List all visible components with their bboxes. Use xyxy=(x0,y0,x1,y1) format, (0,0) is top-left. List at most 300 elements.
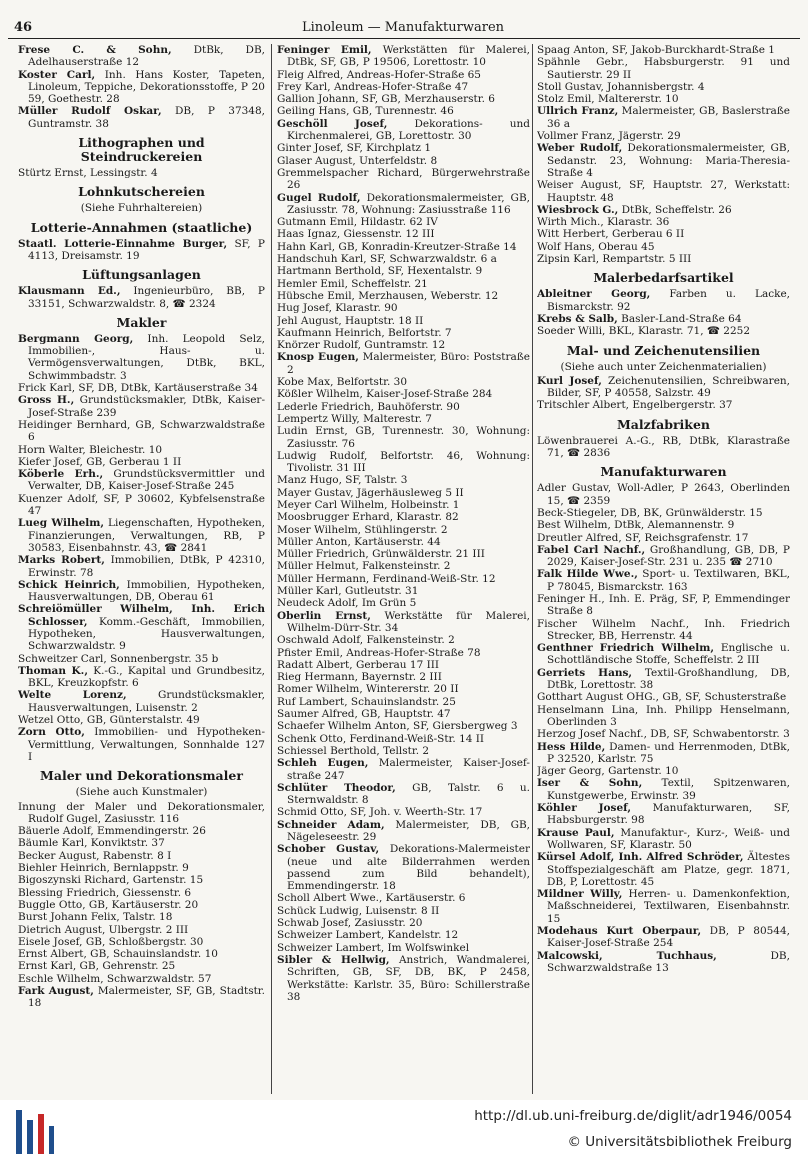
directory-entry xyxy=(18,167,265,179)
entry-name: Köberle Erh., xyxy=(18,468,104,481)
entry-name: Schreiömüller Wilhelm, Inh. Erich Schlosser, xyxy=(18,603,265,628)
entry-details: Glaser August, Unterfeldstr. 8 xyxy=(277,154,438,167)
entry-details: Horn Walter, Bleichestr. 10 xyxy=(18,443,163,456)
directory-entry xyxy=(537,482,790,507)
directory-entry xyxy=(277,954,530,1003)
entry-details: DB, Schwarzwaldstraße 13 xyxy=(547,949,790,974)
entry-details: Eisele Josef, GB, Schloßbergstr. 30 xyxy=(18,935,204,948)
entry-details: Malermeister, Kaiser-Josef-straße 247 xyxy=(287,757,530,782)
entry-details: Spaag Anton, SF, Jakob-Burckhardt-Straße 1 xyxy=(537,44,775,56)
entry-details: Müller Hermann, Ferdinand-Weiß-Str. 12 xyxy=(277,572,496,585)
entry-details: Hartmann Berthold, SF, Hexentalstr. 9 xyxy=(277,265,483,278)
directory-entry xyxy=(277,487,530,499)
directory-entry xyxy=(277,474,530,486)
entry-details: Gutmann Emil, Hildastr. 62 IV xyxy=(277,216,438,229)
entry-details: Englische u. Schottländische Stoffe, Scheffelstr. 2 III xyxy=(547,642,790,667)
entry-details: Handschuh Karl, SF, Schwarzwaldstr. 6 a xyxy=(277,253,497,266)
entry-details: Schaefer Wilhelm Anton, SF, Giersbergweg 3 xyxy=(277,720,518,733)
entry-name: Gugel Rudolf, xyxy=(277,191,361,204)
entry-name: Krause Paul, xyxy=(537,826,615,839)
entry-name: Bergmann Georg, xyxy=(18,332,134,345)
directory-entry xyxy=(537,399,790,411)
entry-details: Kobe Max, Belfortstr. 30 xyxy=(277,376,408,389)
section-heading: Mal- und Zeichenutensilien xyxy=(566,342,761,358)
entry-details: Grundstücksmakler, DtBk, Kaiser-Josef-Straße 239 xyxy=(28,394,265,419)
directory-entry xyxy=(537,802,790,827)
entry-details: Innung der Maler und Dekorationsmaler, Rudolf Gugel, Zasiusstr. 116 xyxy=(18,800,265,825)
source-url-link[interactable]: http://dl.ub.uni-freiburg.de/diglit/adr1946/0054 xyxy=(474,1108,792,1124)
directory-entry xyxy=(277,69,530,81)
entry-details: Moser Wilhelm, Stühlingerstr. 2 xyxy=(277,523,448,536)
entry-details: DtBk, Scheffelstr. 26 xyxy=(621,203,732,216)
footer-bar xyxy=(0,1100,808,1162)
directory-entry xyxy=(277,511,530,523)
directory-entry xyxy=(277,548,530,560)
entry-details: Lederle Friedrich, Bauhöferstr. 90 xyxy=(277,400,460,413)
directory-entry xyxy=(18,825,265,837)
entry-details: Dekorationsmalermeister, GB, Sedanstr. 23, Wohnung: Maria-Theresia-Straße 4 xyxy=(547,142,790,179)
directory-entry xyxy=(18,948,265,960)
entry-name: Geschöll Josef, xyxy=(277,117,388,130)
entry-name: Hess Hilde, xyxy=(537,740,606,753)
directory-entry xyxy=(18,850,265,862)
directory-entry xyxy=(277,659,530,671)
directory-entry xyxy=(18,394,265,419)
entry-details: Inh. Leopold Selz, Immobilien-, Haus- u. Vermögensverwaltungen, DtBk, BKL, Schwimmbadstr. 3 xyxy=(28,332,265,382)
entry-details: Werkstätten für Malerei, DtBk, SF, GB, P 19506, Lorettostr. 10 xyxy=(287,44,530,69)
section-heading: Lithographen und Steindruckereien xyxy=(78,135,205,165)
directory-entry xyxy=(537,519,790,531)
directory-entry xyxy=(537,130,790,142)
entry-details: Neudeck Adolf, Im Grün 5 xyxy=(277,597,417,610)
entry-details: Haas Ignaz, Giessenstr. 12 III xyxy=(277,228,435,241)
directory-entry xyxy=(277,228,530,240)
entry-details: Hahn Karl, GB, Konradin-Kreutzer-Straße 14 xyxy=(277,240,517,253)
page-header xyxy=(8,8,798,35)
entry-details: Stürtz Ernst, Lessingstr. 4 xyxy=(18,167,158,180)
directory-entry xyxy=(537,827,790,852)
entry-details: Immobilien- und Hypotheken-Vermittlung, Verwaltungen, Sonnhalde 127 I xyxy=(28,726,265,763)
entry-details: Komm.-Geschäft, Immobilien, Hypotheken, Hausverwaltungen, Schwarzwaldstr. 9 xyxy=(28,615,265,653)
entry-name: Schlüter Theodor, xyxy=(277,781,396,794)
entry-details: Manufaktur-, Kurz-, Weiß- und Wollwaren, SF, Klarastr. 50 xyxy=(547,826,790,851)
entry-details: Soeder Willi, BKL, Klarastr. 71, ☎ 2252 xyxy=(537,325,751,338)
entry-name: Iser & Sohn, xyxy=(537,777,643,790)
entry-name: Ableitner Georg, xyxy=(537,288,651,301)
directory-entry xyxy=(277,278,530,290)
entry-details: Moosbrugger Erhard, Klarastr. 82 xyxy=(277,511,459,524)
directory-entry xyxy=(277,499,530,511)
directory-entry xyxy=(18,579,265,604)
directory-entry xyxy=(537,851,790,888)
directory-entry xyxy=(277,142,530,154)
entry-name: Sibler & Hellwig, xyxy=(277,953,390,966)
entry-details: Burst Johann Felix, Talstr. 18 xyxy=(18,911,173,924)
entry-name: Welte Lorenz, xyxy=(18,689,127,702)
entry-name: Schober Gustav, xyxy=(277,843,380,856)
entry-details: Ernst Karl, GB, Gehrenstr. 25 xyxy=(18,960,176,973)
entry-details: Müller Friedrich, Grünwälderstr. 21 III xyxy=(277,548,485,561)
entry-name: Klausmann Ed., xyxy=(18,285,121,298)
entry-details: Zeichenutensilien, Schreibwaren, Bilder, SF, P 40558, Salzstr. 49 xyxy=(547,374,790,400)
directory-entry xyxy=(277,647,530,659)
directory-entry xyxy=(537,704,790,729)
directory-entry xyxy=(277,241,530,253)
directory-entry xyxy=(277,573,530,585)
directory-entry xyxy=(277,315,530,327)
directory-entry xyxy=(537,325,790,337)
entry-details: Malermeister, SF, GB, Stadtstr. 18 xyxy=(28,985,265,1010)
directory-entry xyxy=(277,302,530,314)
entry-details: Ludin Ernst, GB, Turennestr. 30, Wohnung: Zasiusstr. 76 xyxy=(277,425,530,450)
entry-details: Mayer Gustav, Jägerhäusleweg 5 II xyxy=(277,486,464,499)
entry-details: Immobilien, Hypotheken, Hausverwaltungen, DB, Oberau 61 xyxy=(28,578,265,604)
entry-name: Mildner Willy, xyxy=(537,888,623,901)
entry-details: Stoll Gustav, Johannisbergstr. 4 xyxy=(537,80,705,93)
entry-details: Pfister Emil, Andreas-Hofer-Straße 78 xyxy=(277,646,481,659)
entry-details: Liegenschaften, Hypotheken, Finanzierungen, Verwaltungen, RB, P 30583, Eisenbahnstr. 43, ☎ 2841 xyxy=(28,517,265,554)
entry-details: Bäumle Karl, Konviktstr. 37 xyxy=(18,837,165,850)
section-heading: Maler und Dekorationsmaler xyxy=(40,768,243,784)
entry-details: Manz Hugo, SF, Talstr. 3 xyxy=(277,474,408,487)
entry-details: Vollmer Franz, Jägerstr. 29 xyxy=(537,130,681,143)
directory-entry xyxy=(277,81,530,93)
entry-details: Wetzel Otto, GB, Günterstalstr. 49 xyxy=(18,714,200,727)
directory-entry xyxy=(18,456,265,468)
entry-details: Anstrich, Wandmalerei, Schriften, GB, SF, DB, BK, P 2458, Werkstätte: Karlstr. 35, Büro: Schillerstraße 38 xyxy=(287,953,530,1003)
directory-entry xyxy=(277,892,530,904)
entry-details: Becker August, Rabenstr. 8 I xyxy=(18,849,172,862)
directory-entry xyxy=(277,265,530,277)
entry-name: Knosp Eugen, xyxy=(277,351,359,364)
entry-details: Müller Anton, Kartäuserstr. 44 xyxy=(277,535,441,548)
entry-details: Gallion Johann, SF, GB, Merzhauserstr. 6 xyxy=(277,93,495,106)
entry-details: Farben u. Lacke, Bismarckstr. 92 xyxy=(547,288,790,313)
entry-details: Henselmann Lina, Inh. Philipp Henselmann, Oberlinden 3 xyxy=(537,703,790,728)
directory-entry xyxy=(537,618,790,643)
entry-name: Gerriets Hans, xyxy=(537,666,633,679)
directory-entry xyxy=(277,782,530,807)
directory-entry xyxy=(277,290,530,302)
entry-details: Radatt Albert, Gerberau 17 III xyxy=(277,658,440,671)
entry-name: Feninger Emil, xyxy=(277,44,372,56)
directory-entry xyxy=(277,216,530,228)
directory-entry xyxy=(537,142,790,179)
directory-entry xyxy=(18,419,265,444)
directory-entry xyxy=(277,450,530,475)
entry-name: Fark August, xyxy=(18,985,94,997)
directory-entry xyxy=(18,887,265,899)
entry-details: Schweitzer Carl, Sonnenbergstr. 35 b xyxy=(18,652,219,665)
entry-details: Dekorationsmalermeister, GB, Zasiusstr. 78, Wohnung: Zasiusstraße 116 xyxy=(287,191,530,216)
entry-details: Fleig Alfred, Andreas-Hofer-Straße 65 xyxy=(277,68,481,81)
entry-details: Löwenbrauerei A.-G., RB, DtBk, Klarastraße 71, ☎ 2836 xyxy=(537,434,790,460)
entry-details: Ernst Albert, GB, Schauinslandstr. 10 xyxy=(18,948,218,961)
directory-entry xyxy=(18,444,265,456)
entry-details: Bigoszynski Richard, Gartenstr. 15 xyxy=(18,874,204,887)
directory-entry xyxy=(18,936,265,948)
entry-details: Hug Josef, Klarastr. 90 xyxy=(277,302,398,315)
directory-entry xyxy=(18,714,265,726)
entry-details: Ludwig Rudolf, Belfortstr. 46, Wohnung: Tivolistr. 31 III xyxy=(277,449,530,475)
entry-details: Oschwald Adolf, Falkensteinstr. 2 xyxy=(277,634,455,647)
section-note: (Siehe Fuhrhaltereien) xyxy=(80,202,203,215)
directory-entry xyxy=(18,285,265,310)
directory-entry xyxy=(277,155,530,167)
directory-entry xyxy=(18,726,265,763)
header-rule xyxy=(8,38,800,39)
entry-details: Grundstücksmakler, Hausverwaltungen, Luisenstr. 2 xyxy=(28,689,265,714)
directory-entry xyxy=(537,777,790,802)
entry-name: Kürsel Adolf, Inh. Alfred Schröder, xyxy=(537,851,744,864)
directory-entry xyxy=(277,524,530,536)
section-heading: Malzfabriken xyxy=(616,416,711,432)
directory-entry xyxy=(277,696,530,708)
entry-details: Rieg Hermann, Bayernstr. 2 III xyxy=(277,671,442,684)
entry-details: Gremmelspacher Richard, Bürgerwehrstraße 26 xyxy=(277,166,530,192)
entry-name: Weber Rudolf, xyxy=(537,142,623,155)
directory-entry xyxy=(277,634,530,646)
entry-name: Schick Heinrich, xyxy=(18,578,120,591)
entry-details: Immobilien, DtBk, P 42310, Erwinstr. 78 xyxy=(28,554,265,579)
entry-details: K.-G., Kapital und Grundbesitz, BKL, Kreuzkopfstr. 6 xyxy=(28,664,265,690)
directory-entry xyxy=(537,204,790,216)
ub-freiburg-logo-icon xyxy=(12,1106,56,1158)
column-divider xyxy=(271,44,272,1094)
entry-details: Schenk Otto, Ferdinand-Weiß-Str. 14 II xyxy=(277,732,485,745)
entry-details: Adler Gustav, Woll-Adler, P 2643, Oberlinden 15, ☎ 2359 xyxy=(537,482,790,507)
directory-entry xyxy=(277,192,530,217)
directory-entry xyxy=(537,179,790,204)
entry-details: Jäger Georg, Gartenstr. 10 xyxy=(537,765,679,778)
entry-details: Frick Karl, SF, DB, DtBk, Kartäuserstraße 34 xyxy=(18,382,258,395)
entry-details: Spähnle Gebr., Habsburgerstr. 91 und Sautierstr. 29 II xyxy=(537,56,790,81)
entry-details: Ältestes Stoffspezialgeschäft am Platze, gegr. 1871, DB, P, Lorettostr. 45 xyxy=(547,851,790,888)
entry-details: Herren- u. Damenkonfektion, Maßschneiderei, Textilwaren, Eisenbahnstr. 15 xyxy=(547,888,790,925)
entry-name: Köhler Josef, xyxy=(537,802,632,815)
entry-details: Wirth Mich., Klarastr. 36 xyxy=(537,216,670,229)
directory-entry xyxy=(277,745,530,757)
entry-details: Kiefer Josef, GB, Gerberau 1 II xyxy=(18,455,182,468)
entry-name: Gross H., xyxy=(18,394,75,407)
directory-entry xyxy=(18,874,265,886)
directory-entry xyxy=(537,593,790,618)
directory-entry xyxy=(277,757,530,782)
entry-details: Kößler Wilhelm, Kaiser-Josef-Straße 284 xyxy=(277,388,493,401)
entry-name: Oberlin Ernst, xyxy=(277,609,371,622)
entry-details: Dietrich August, Ulbergstr. 2 III xyxy=(18,923,189,936)
entry-details: Frey Karl, Andreas-Hofer-Straße 47 xyxy=(277,80,469,93)
directory-entry xyxy=(18,603,265,652)
directory-entry xyxy=(18,973,265,985)
entry-details: Scholl Albert Wwe., Kartäuserstr. 6 xyxy=(277,892,466,905)
entry-details: Basler-Land-Straße 64 xyxy=(621,312,742,325)
entry-name: Zorn Otto, xyxy=(18,726,85,739)
directory-entry xyxy=(277,843,530,892)
directory-entry xyxy=(18,517,265,554)
directory-entry xyxy=(18,862,265,874)
directory-entry xyxy=(277,401,530,413)
directory-entry xyxy=(277,819,530,844)
directory-entry xyxy=(277,806,530,818)
directory-entry xyxy=(537,544,790,569)
directory-entry xyxy=(18,238,265,263)
entry-name: Kurl Josef, xyxy=(537,374,602,387)
entry-name: Lueg Wilhelm, xyxy=(18,517,105,530)
directory-entry xyxy=(537,568,790,593)
directory-entry xyxy=(18,554,265,579)
directory-entry xyxy=(537,765,790,777)
entry-details: Dekorations-Malermeister (neue und alte Bilderrahmen werden passend zum Bild behandelt), Emmendingerstr. 18 xyxy=(287,843,530,893)
entry-details: Hemler Emil, Scheffelstr. 21 xyxy=(277,277,428,290)
entry-details: Damen- und Herrenmoden, DtBk, P 32520, Karlstr. 75 xyxy=(547,740,790,765)
entry-details: Textil-Großhandlung, DB, DtBk, Lorettostr. 38 xyxy=(547,666,790,692)
section-note: (Siehe auch Kunstmaler) xyxy=(75,786,208,799)
entry-details: Malermeister, DB, GB, Nägeleseestr. 29 xyxy=(287,818,530,843)
entry-name: Frese C. & Sohn, xyxy=(18,44,172,56)
entry-name: Staatl. Lotterie-Einnahme Burger, xyxy=(18,237,228,250)
entry-details: Saumer Alfred, GB, Hauptstr. 47 xyxy=(277,708,451,721)
entry-details: Schiessel Berthold, Tellstr. 2 xyxy=(277,744,430,757)
directory-entry xyxy=(537,507,790,519)
directory-entry xyxy=(277,683,530,695)
entry-details: Schweizer Lambert, Im Wolfswinkel xyxy=(277,941,470,954)
directory-column-2 xyxy=(277,44,530,1094)
entry-details: Inh. Hans Koster, Tapeten, Linoleum, Teppiche, Dekorationsstoffe, P 20 59, Goethestr. 28 xyxy=(28,68,265,106)
section-heading: Lüftungsanlagen xyxy=(82,267,201,283)
directory-entry xyxy=(18,960,265,972)
directory-entry xyxy=(277,560,530,572)
entry-details: Textil, Spitzenwaren, Kunstgewerbe, Erwinstr. 39 xyxy=(547,777,790,802)
entry-name: Wiesbrock G., xyxy=(537,203,619,216)
entry-name: Schleh Eugen, xyxy=(277,757,369,770)
directory-entry xyxy=(277,388,530,400)
entry-details: Wolf Hans, Oberau 45 xyxy=(537,240,655,253)
directory-entry xyxy=(18,493,265,518)
entry-details: Manufakturwaren, SF, Habsburgerstr. 98 xyxy=(547,802,790,827)
entry-details: Schmid Otto, SF, Joh. v. Weerth-Str. 17 xyxy=(277,806,483,819)
directory-entry xyxy=(537,228,790,240)
entry-details: Dreutler Alfred, SF, Reichsgrafenstr. 17 xyxy=(537,531,749,544)
entry-details: Bäuerle Adolf, Emmendingerstr. 26 xyxy=(18,825,206,838)
entry-details: Ruf Lambert, Schauinslandstr. 25 xyxy=(277,695,456,708)
directory-entry xyxy=(277,536,530,548)
directory-entry xyxy=(537,728,790,740)
directory-entry xyxy=(537,532,790,544)
entry-details: Malermeister, GB, Baslerstraße 36 a xyxy=(547,105,790,130)
section-heading: Lotterie-Annahmen (staatliche) xyxy=(30,219,253,235)
entry-details: Müller Karl, Gutleutstr. 31 xyxy=(277,585,419,598)
directory-entry xyxy=(537,313,790,325)
entry-details: SF, P 4113, Dreisamstr. 19 xyxy=(28,237,265,262)
directory-entry xyxy=(537,642,790,667)
entry-name: Krebs & Salb, xyxy=(537,312,618,325)
section-heading: Manufakturwaren xyxy=(600,464,727,480)
entry-details: Tritschler Albert, Engelbergerstr. 37 xyxy=(537,399,733,412)
entry-details: Fischer Wilhelm Nachf., Inh. Friedrich Strecker, BB, Herrenstr. 44 xyxy=(537,617,790,642)
column-divider xyxy=(532,44,533,1094)
section-heading: Makler xyxy=(116,314,167,330)
entry-details: Sport- u. Textilwaren, BKL, P 78045, Bismarckstr. 163 xyxy=(547,568,790,593)
entry-details: DB, P 37348, Guntramstr. 38 xyxy=(28,105,265,130)
directory-entry xyxy=(18,105,265,130)
directory-entry xyxy=(277,339,530,351)
directory-entry xyxy=(277,167,530,192)
directory-entry xyxy=(277,942,530,954)
entry-details: Buggle Otto, GB, Kartäuserstr. 20 xyxy=(18,898,199,911)
entry-name: Fabel Carl Nachf., xyxy=(537,543,646,556)
entry-name: Schneider Adam, xyxy=(277,818,385,831)
entry-details: Werkstätte für Malerei, Wilhelm-Dürr-Str. 34 xyxy=(287,609,530,634)
entry-name: Falk Hilde Wwe., xyxy=(537,568,638,581)
entry-details: Knörzer Rudolf, Guntramstr. 12 xyxy=(277,339,446,352)
directory-entry xyxy=(277,351,530,376)
entry-details: Eschle Wilhelm, Schwarzwaldstr. 57 xyxy=(18,972,212,985)
directory-entry xyxy=(277,44,530,69)
directory-entry xyxy=(537,288,790,313)
entry-details: DtBk, DB, Adelhauserstraße 12 xyxy=(28,44,265,69)
entry-details: Jehl August, Hauptstr. 18 II xyxy=(277,314,424,327)
entry-details: Müller Helmut, Falkensteinstr. 2 xyxy=(277,560,451,573)
directory-entry xyxy=(537,691,790,703)
section-heading: Lohnkutschereien xyxy=(78,184,205,200)
directory-entry xyxy=(537,253,790,265)
entry-details: Malermeister, Büro: Poststraße 2 xyxy=(287,351,530,376)
section-heading: Malerbedarfsartikel xyxy=(593,270,734,286)
directory-entry xyxy=(18,801,265,826)
entry-details: Geiling Hans, GB, Turennestr. 46 xyxy=(277,105,454,118)
entry-details: Schweizer Lambert, Kandelstr. 12 xyxy=(277,929,459,942)
entry-name: Genthner Friedrich Wilhelm, xyxy=(537,642,715,655)
directory-entry xyxy=(537,741,790,766)
entry-details: Best Wilhelm, DtBk, Alemannenstr. 9 xyxy=(537,519,735,532)
entry-details: Großhandlung, GB, DB, P 2029, Kaiser-Josef-Str. 231 u. 235 ☎ 2710 xyxy=(547,543,790,569)
directory-entry xyxy=(537,925,790,950)
entry-details: Ingenieurbüro, BB, P 33151, Schwarzwaldstr. 8, ☎ 2324 xyxy=(28,285,265,310)
entry-name: Marks Robert, xyxy=(18,554,105,567)
directory-entry xyxy=(277,376,530,388)
entry-name: Modehaus Kurt Oberpaur, xyxy=(537,925,702,937)
entry-details: GB, Talstr. 6 u. Sternwaldstr. 8 xyxy=(287,781,530,807)
directory-entry xyxy=(18,911,265,923)
entry-details: Meyer Carl Wilhelm, Holbeinstr. 1 xyxy=(277,498,460,511)
directory-entry xyxy=(537,667,790,692)
entry-details: Weiser August, SF, Hauptstr. 27, Werkstatt: Hauptstr. 48 xyxy=(537,179,790,204)
entry-details: Heidinger Bernhard, GB, Schwarzwaldstraße 6 xyxy=(18,418,265,444)
directory-entry xyxy=(18,837,265,849)
entry-details: Herzog Josef Nachf., DB, SF, Schwabentorstr. 3 xyxy=(537,728,790,741)
directory-entry xyxy=(277,610,530,635)
directory-entry xyxy=(277,413,530,425)
directory-column-1 xyxy=(18,44,265,1094)
entry-details: Romer Wilhelm, Wintererstr. 20 II xyxy=(277,683,459,696)
directory-column-3 xyxy=(537,44,790,1094)
entry-name: Thoman K., xyxy=(18,664,88,677)
directory-entry xyxy=(537,56,790,81)
directory-entry xyxy=(18,924,265,936)
directory-entry xyxy=(18,665,265,690)
directory-entry xyxy=(537,93,790,105)
directory-entry xyxy=(18,382,265,394)
entry-name: Ullrich Franz, xyxy=(537,105,619,118)
directory-entry xyxy=(277,720,530,732)
entry-details: DB, P 80544, Kaiser-Josef-Straße 254 xyxy=(547,925,790,950)
entry-details: Schwab Josef, Zasiusstr. 20 xyxy=(277,917,423,930)
entry-name: Koster Carl, xyxy=(18,68,96,81)
page-number: 46 xyxy=(14,20,33,35)
entry-details: Kuenzer Adolf, SF, P 30602, Kybfelsenstraße 47 xyxy=(18,492,265,518)
entry-details: Lempertz Willy, Malterestr. 7 xyxy=(277,412,432,425)
